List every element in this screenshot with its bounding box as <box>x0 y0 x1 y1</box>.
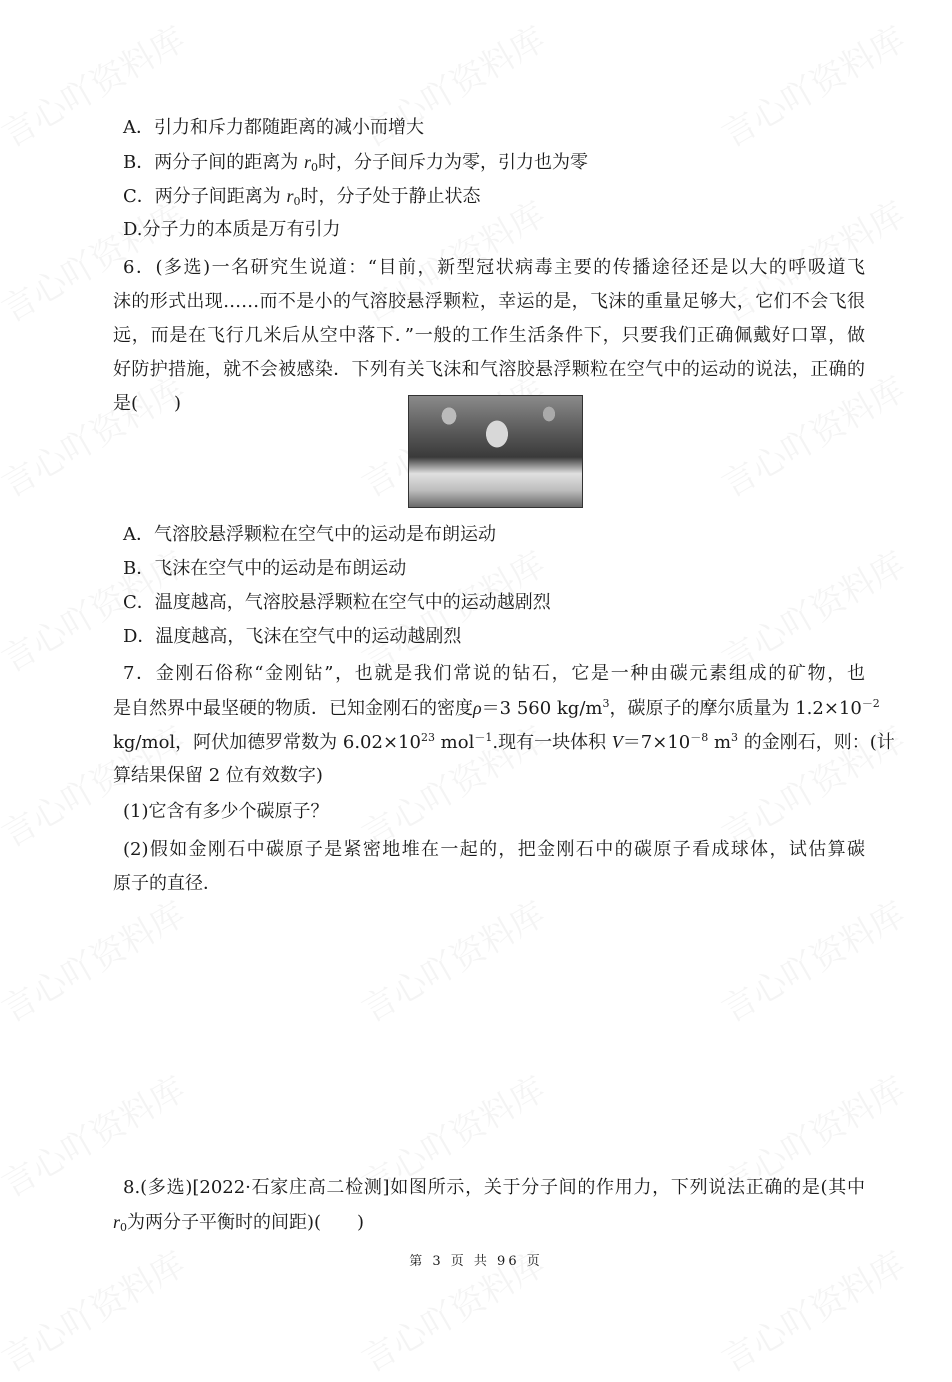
text-line <box>123 150 865 175</box>
text-line <box>123 218 865 242</box>
text-segment: 23 <box>420 731 435 744</box>
text-line <box>123 591 865 615</box>
classroom-photo <box>408 395 583 508</box>
text-line <box>123 625 865 649</box>
text-segment: r <box>286 186 294 206</box>
text-segment: －1 <box>474 731 493 744</box>
text-line <box>123 523 865 547</box>
text-segment: A．引力和斥力都随距离的减小而增大 <box>123 117 424 138</box>
text-segment: C．两分子间距离为 <box>123 186 287 207</box>
text-line <box>113 872 865 896</box>
text-segment: 是( ) <box>113 393 182 414</box>
text-segment: 6．(多选)一名研究生说道：“目前，新型冠状病毒主要的传播途径还是以大的呼吸道飞 <box>123 257 865 278</box>
text-segment: kg/mol，阿伏加德罗常数为 6.02×10 <box>113 732 421 753</box>
text-segment: 算结果保留 2 位有效数字) <box>113 765 323 786</box>
text-line <box>113 730 895 755</box>
text-segment: 远，而是在飞行几米后从空中落下．”一般的工作生活条件下，只要我们正确佩戴好口罩，做 <box>113 325 865 346</box>
text-segment: r <box>113 1212 121 1232</box>
watermark-text <box>711 887 912 1031</box>
text-segment: .现有一块体积 <box>492 732 612 753</box>
text-segment: 0 <box>120 1221 128 1234</box>
text-segment: D．温度越高，飞沫在空气中的运动越剧烈 <box>123 626 462 647</box>
text-line <box>113 324 865 348</box>
text-segment: 沫的形式出现……而不是小的气溶胶悬浮颗粒，幸运的是，飞沫的重量足够大，它们不会飞很 <box>113 291 865 312</box>
text-line <box>123 800 865 824</box>
text-line <box>113 764 865 788</box>
text-segment: mol <box>434 732 475 753</box>
text-segment: ，碳原子的摩尔质量为 1.2×10 <box>609 698 862 719</box>
text-segment: 时，分子处于静止状态 <box>300 186 481 207</box>
page-footer: 第 3 页 共 96 页 <box>409 1254 543 1269</box>
watermark-text <box>0 362 193 506</box>
watermark-text <box>351 887 552 1031</box>
text-segment: 时，分子间斥力为零，引力也为零 <box>317 152 588 173</box>
text-segment: D.分子力的本质是万有引力 <box>123 219 341 240</box>
text-line <box>113 290 865 314</box>
text-segment: C．温度越高，气溶胶悬浮颗粒在空气中的运动越剧烈 <box>123 592 551 613</box>
text-line <box>123 662 865 686</box>
text-line <box>123 116 865 140</box>
text-line <box>123 1176 865 1200</box>
text-segment: 3 <box>731 731 739 744</box>
text-segment: r <box>303 152 311 172</box>
text-segment: ＝7×10 <box>622 732 691 753</box>
watermark-text <box>0 887 193 1031</box>
text-line <box>113 358 865 382</box>
text-segment: 的金刚石，则：(计 <box>738 732 895 753</box>
text-line <box>113 696 880 721</box>
text-segment: A．气溶胶悬浮颗粒在空气中的运动是布朗运动 <box>123 524 496 545</box>
watermark-text <box>711 362 912 506</box>
text-segment: (1)它含有多少个碳原子？ <box>123 801 329 822</box>
text-segment: (2)假如金刚石中碳原子是紧密地堆在一起的，把金刚石中的碳原子看成球体，试估算碳 <box>123 839 865 860</box>
text-segment: V <box>611 732 623 752</box>
text-segment: 3 <box>602 697 610 710</box>
text-segment: m <box>708 732 732 753</box>
text-segment: 0 <box>310 161 318 174</box>
text-segment: 0 <box>293 195 301 208</box>
text-segment: －2 <box>861 697 880 710</box>
text-segment: ＝3 560 kg/m <box>481 698 603 719</box>
text-segment: ρ <box>473 698 482 718</box>
text-line <box>123 557 865 581</box>
text-segment: 为两分子平衡时的间距)( ) <box>127 1212 365 1233</box>
text-segment: B．两分子间的距离为 <box>123 152 304 173</box>
text-segment: 是自然界中最坚硬的物质．已知金刚石的密度 <box>113 698 473 719</box>
text-line <box>123 184 865 209</box>
text-segment: 7．金刚石俗称“金刚钻”，也就是我们常说的钻石，它是一种由碳元素组成的矿物，也 <box>123 663 865 684</box>
text-line <box>113 1210 865 1235</box>
text-segment: 原子的直径． <box>113 873 221 894</box>
text-line <box>123 838 865 862</box>
text-segment: B．飞沫在空气中的运动是布朗运动 <box>123 558 407 579</box>
text-segment: －8 <box>690 731 709 744</box>
text-segment: 8.(多选)[2022·石家庄高二检测]如图所示，关于分子间的作用力，下列说法正确的是(其中 <box>123 1177 865 1198</box>
text-segment: 好防护措施，就不会被感染．下列有关飞沫和气溶胶悬浮颗粒在空气中的运动的说法，正确的 <box>113 359 865 380</box>
text-line <box>123 256 865 280</box>
